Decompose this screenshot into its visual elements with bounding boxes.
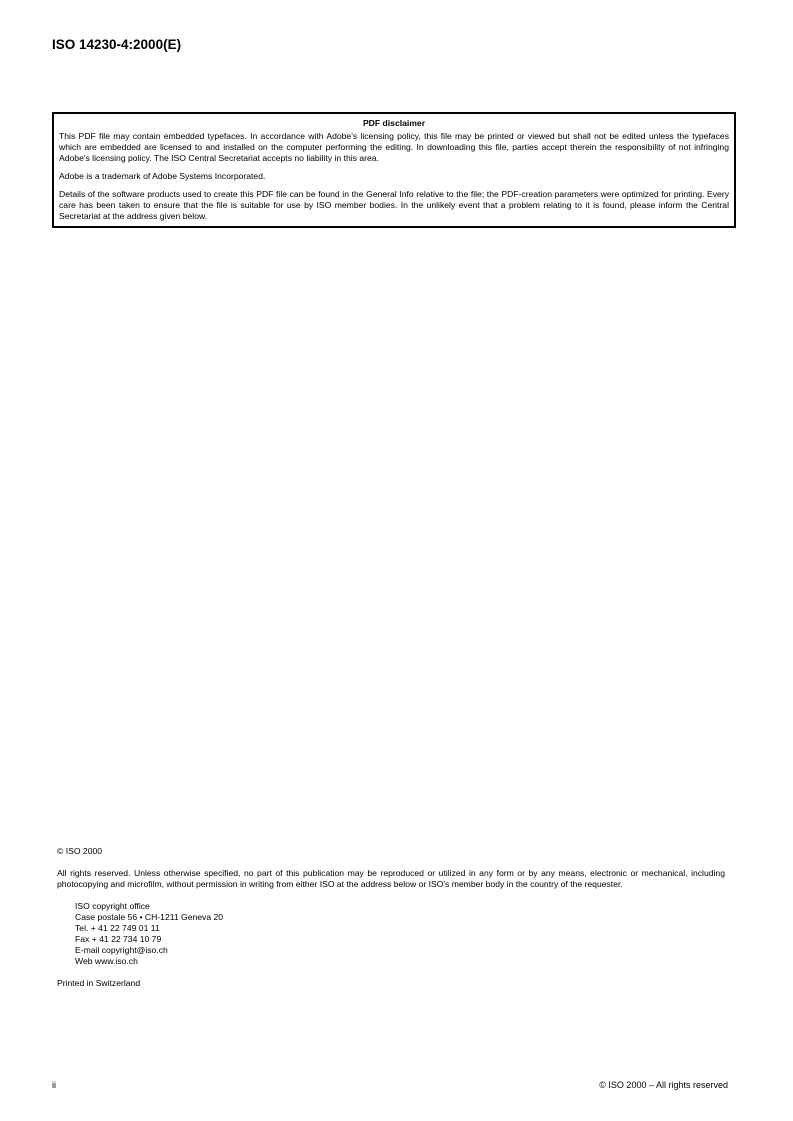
disclaimer-paragraph-software: Details of the software products used to create this PDF file can be found in the General Info relative to the file; the PDF-creation parameters were optimized for printing. Every care has been taken to ensure that the file is suitable for use by ISO member bodies. In the unlikely event that a problem relating to it is found, please inform the Central Secretariat at the address given below. <box>59 189 729 221</box>
copyright-rights-text: All rights reserved. Unless otherwise specified, no part of this publication may be reproduced or utilized in any form or by any means, electronic or mechanical, including photocopying and microfilm, without permission in writing from either ISO at the address below or ISO's member body in the country of the requester. <box>57 868 725 889</box>
footer-rights: © ISO 2000 – All rights reserved <box>599 1080 728 1090</box>
address-line-email: E-mail copyright@iso.ch <box>75 945 168 955</box>
disclaimer-paragraph-trademark: Adobe is a trademark of Adobe Systems Incorporated. <box>59 171 266 181</box>
disclaimer-paragraph-typefaces: This PDF file may contain embedded typefaces. In accordance with Adobe's licensing policy, this file may be printed or viewed but shall not be edited unless the typefaces which are embedded are licensed to and installed on the computer performing the editing. In downloading this file, parties accept therein the responsibility of not infringing Adobe's licensing policy. The ISO Central Secretariat accepts no liability in this area. <box>59 131 729 163</box>
address-line-fax: Fax + 41 22 734 10 79 <box>75 934 162 944</box>
copyright-year: © ISO 2000 <box>57 846 103 856</box>
document-id: ISO 14230-4:2000(E) <box>52 37 182 52</box>
address-line-web: Web www.iso.ch <box>75 956 138 966</box>
address-line-tel: Tel. + 41 22 749 01 11 <box>75 923 160 933</box>
copyright-section <box>57 846 725 989</box>
disclaimer-title: PDF disclaimer <box>362 118 426 128</box>
printed-in: Printed in Switzerland <box>57 978 141 988</box>
pdf-disclaimer-box <box>52 112 736 228</box>
page-number: ii <box>52 1080 56 1090</box>
address-line-postal: Case postale 56 • CH-1211 Geneva 20 <box>75 912 224 922</box>
copyright-office-address <box>57 901 725 967</box>
address-line-office: ISO copyright office <box>75 901 150 911</box>
